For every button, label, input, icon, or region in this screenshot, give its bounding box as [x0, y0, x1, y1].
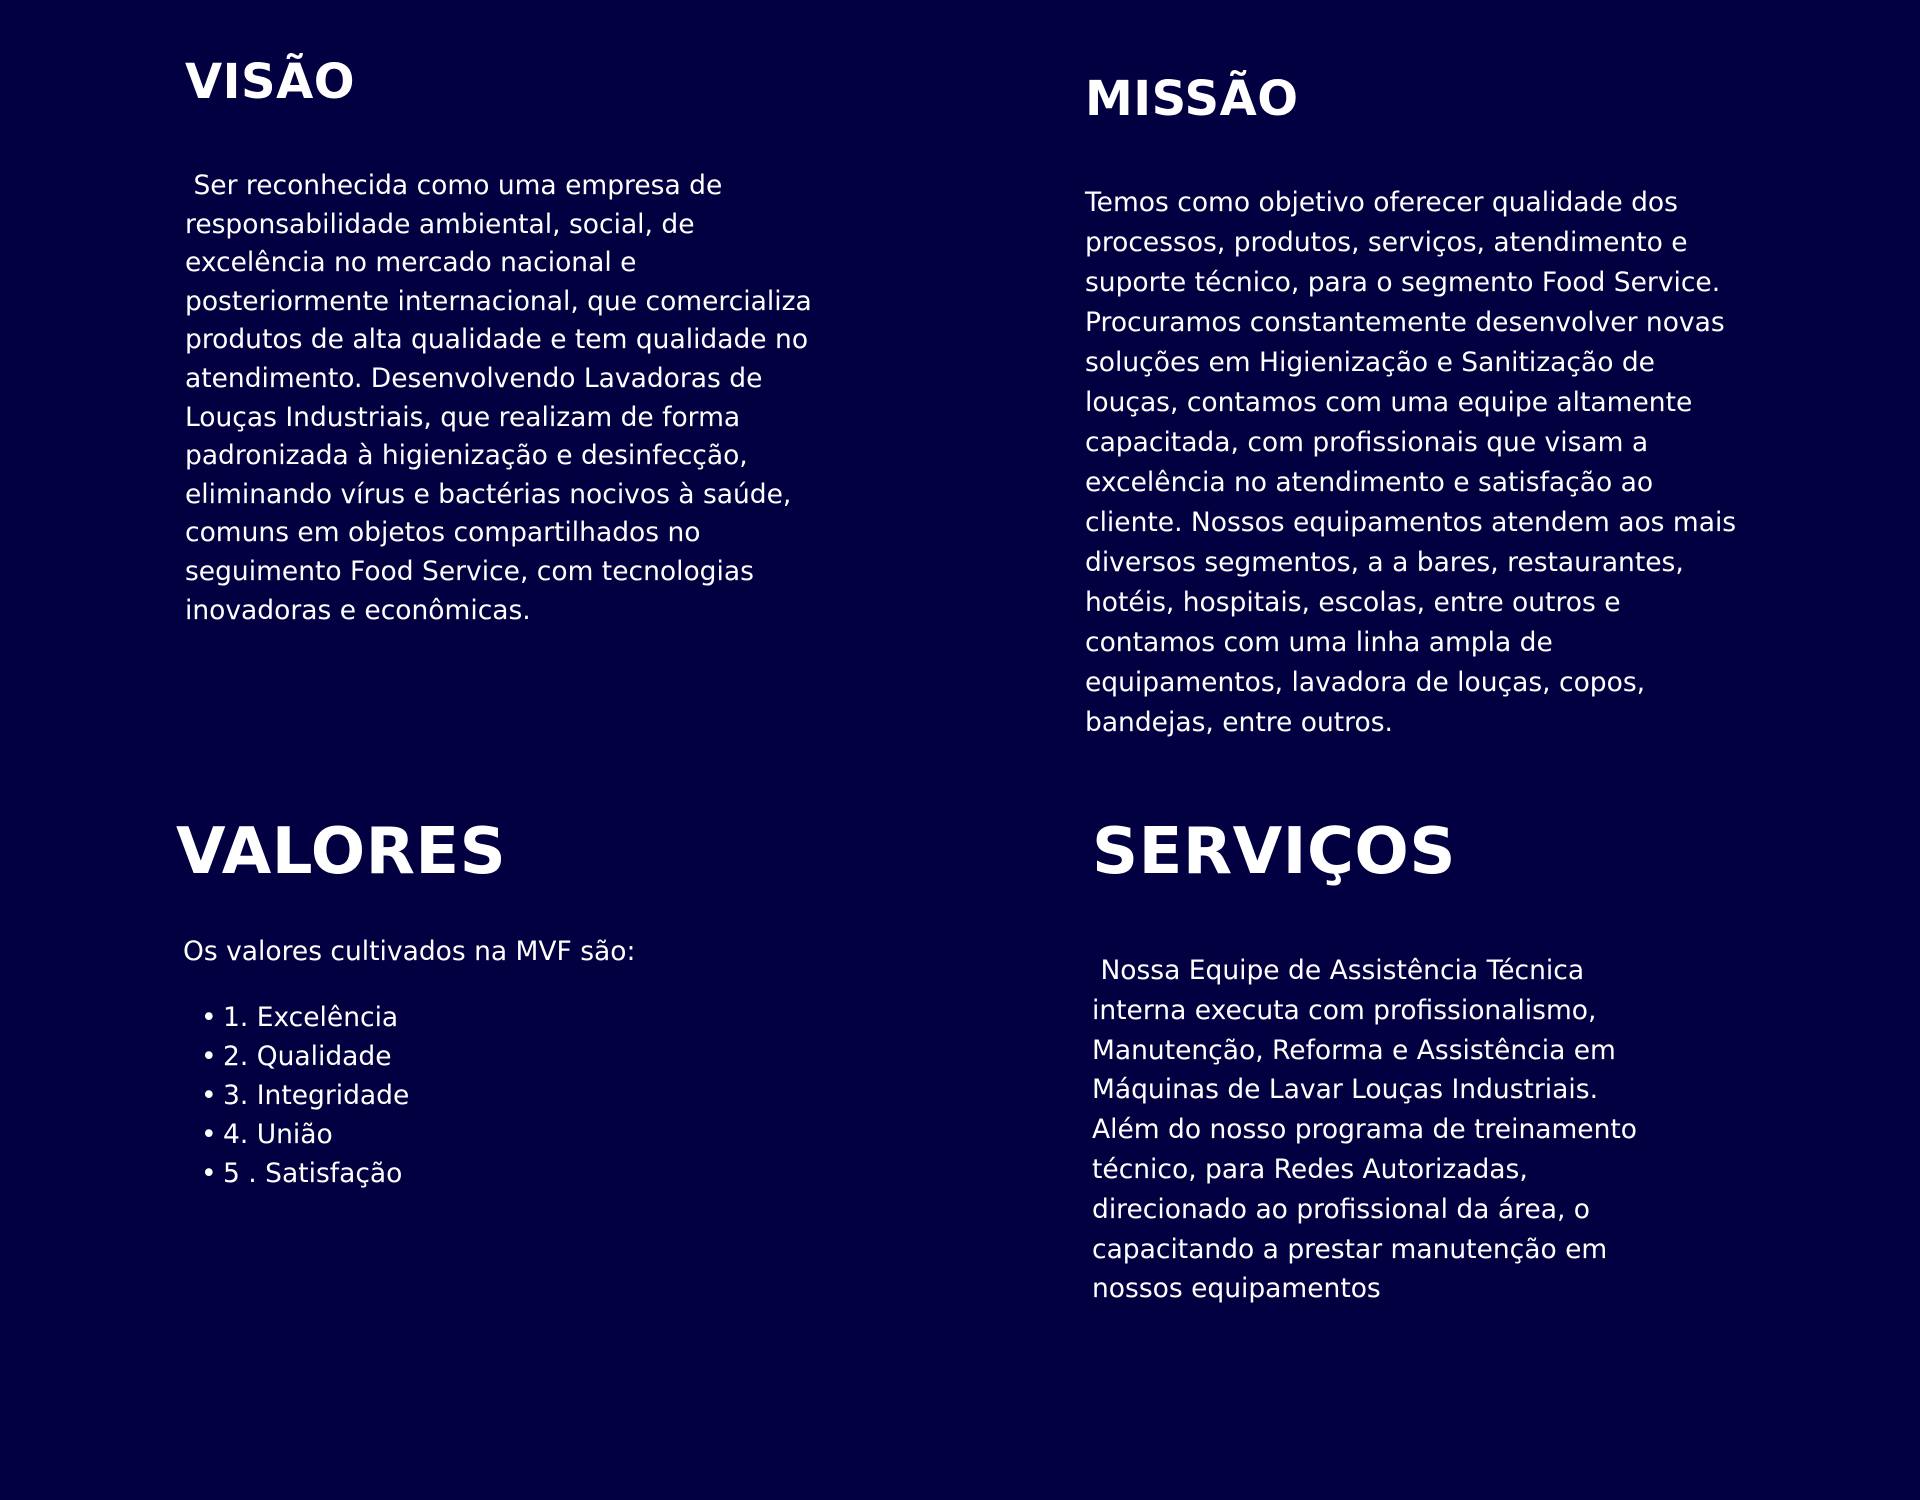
missao-section: [1085, 71, 1785, 743]
list-item: [201, 1037, 876, 1076]
valores-list: [176, 998, 876, 1194]
list-item: [201, 1076, 876, 1115]
visao-text: Ser reconhecida como uma empresa de responsabilidade ambiental, social, de excelência no mercado nacional e posteriormente internacional, que comercializa produtos de alta qualidade e tem qualidade no atendimento. Desenvolvendo Lavadoras de Louças Industriais, que realizam de forma padronizada à higienização e desinfecção, eliminando vírus e bactérias nocivos à saúde, comuns em objetos compartilhados no seguimento Food Service, com tecnologias inovadoras e econômicas.: [185, 170, 812, 626]
servicos-heading: SERVIÇOS: [1092, 815, 1456, 889]
valores-section: [176, 815, 876, 1194]
bullet-icon: •: [201, 1001, 217, 1033]
visao-heading: VISÃO: [185, 54, 356, 110]
list-item-label: 1. Excelência: [223, 1001, 399, 1033]
bullet-icon: •: [201, 1040, 217, 1072]
list-item: [201, 1115, 876, 1154]
list-item-label: 4. União: [223, 1119, 333, 1151]
list-item: [201, 998, 876, 1037]
missao-heading: MISSÃO: [1085, 71, 1299, 127]
bullet-icon: •: [201, 1079, 217, 1111]
list-item-label: 5 . Satisfação: [223, 1158, 403, 1190]
list-item-label: 3. Integridade: [223, 1079, 410, 1111]
visao-section: [185, 54, 825, 630]
servicos-text: Nossa Equipe de Assistência Técnica interna executa com profissionalismo, Manutenção, Reforma e Assistência em Máquinas de Lavar Louças Industriais. Além do nosso programa de treinamento técnico, para Redes Autorizadas, direcionado ao profissional da área, o capacitando a prestar manutenção em nossos equipamentos: [1092, 955, 1637, 1305]
bullet-icon: •: [201, 1119, 217, 1151]
list-item: [201, 1154, 876, 1193]
valores-heading: VALORES: [176, 815, 507, 889]
missao-text: Temos como objetivo oferecer qualidade dos processos, produtos, serviços, atendimento e suporte técnico, para o segmento Food Service. Procuramos constantemente desenvolver novas soluções em Higienização e Sanitização de louças, contamos com uma equipe altamente capacitada, com profissionais que visam a excelência no atendimento e satisfação ao cliente. Nossos equipamentos atendem aos mais diversos segmentos, a a bares, restaurantes, hotéis, hospitais, escolas, entre outros e contamos com uma linha ampla de equipamentos, lavadora de louças, copos, bandejas, entre outros.: [1085, 187, 1737, 738]
servicos-section: [1092, 815, 1792, 1309]
valores-intro: Os valores cultivados na MVF são:: [183, 936, 636, 967]
list-item-label: 2. Qualidade: [223, 1040, 392, 1072]
bullet-icon: •: [201, 1158, 217, 1190]
